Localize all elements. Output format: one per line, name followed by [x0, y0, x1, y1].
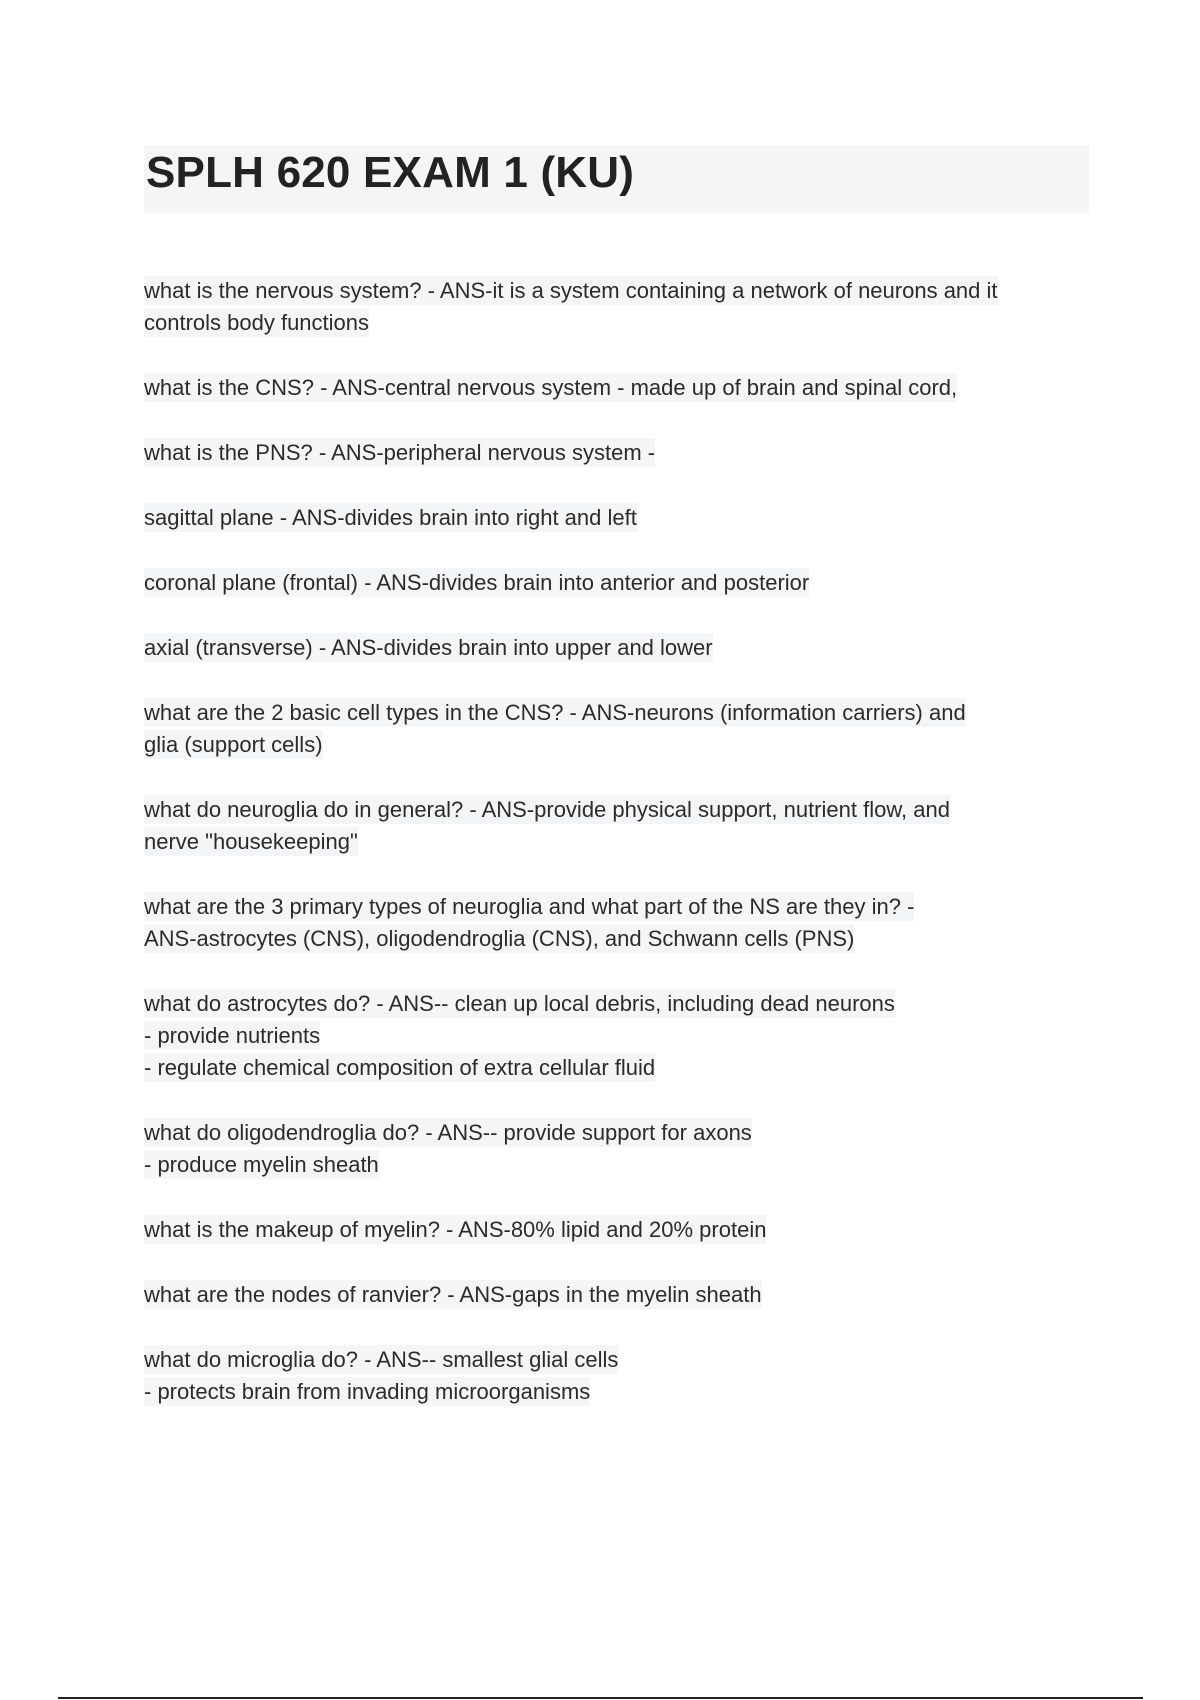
qa-entry [144, 697, 1089, 761]
entry-line: coronal plane (frontal) - ANS-divides brain into anterior and posterior [144, 570, 810, 595]
title-block [144, 145, 1089, 213]
entry-line: axial (transverse) - ANS-divides brain into upper and lower [144, 635, 713, 660]
footer-divider [58, 1697, 1143, 1699]
qa-entry [144, 502, 1089, 534]
qa-entry [144, 1279, 1089, 1311]
entry-line: what do astrocytes do? - ANS-- clean up local debris, including dead neurons [144, 991, 895, 1016]
entry-line: what do microglia do? - ANS-- smallest glial cells [144, 1347, 619, 1372]
qa-entry [144, 891, 1089, 955]
qa-entry [144, 1214, 1089, 1246]
entry-line: glia (support cells) [144, 732, 323, 757]
entry-line: what is the nervous system? - ANS-it is a system containing a network of neurons and it [144, 278, 998, 303]
entry-line: ANS-astrocytes (CNS), oligodendroglia (CNS), and Schwann cells (PNS) [144, 926, 855, 951]
entry-line: - regulate chemical composition of extra cellular fluid [144, 1055, 656, 1080]
entry-line: what is the makeup of myelin? - ANS-80% lipid and 20% protein [144, 1217, 767, 1242]
entry-line: what do oligodendroglia do? - ANS-- provide support for axons [144, 1120, 752, 1145]
entry-line: what are the 3 primary types of neuroglia and what part of the NS are they in? - [144, 894, 915, 919]
qa-entry [144, 794, 1089, 858]
qa-entry [144, 632, 1089, 664]
entry-line: what is the PNS? - ANS-peripheral nervous system - [144, 440, 656, 465]
page-title: SPLH 620 EXAM 1 (KU) [146, 148, 635, 197]
entry-line: nerve "housekeeping" [144, 829, 358, 854]
entry-line: controls body functions [144, 310, 370, 335]
qa-list [144, 275, 1089, 1441]
qa-entry [144, 1344, 1089, 1408]
entry-line: what do neuroglia do in general? - ANS-provide physical support, nutrient flow, and [144, 797, 950, 822]
qa-entry [144, 1117, 1089, 1181]
qa-entry [144, 437, 1089, 469]
entry-line: what is the CNS? - ANS-central nervous system - made up of brain and spinal cord, [144, 375, 958, 400]
entry-line: - provide nutrients [144, 1023, 321, 1048]
entry-line: sagittal plane - ANS-divides brain into right and left [144, 505, 637, 530]
qa-entry [144, 372, 1089, 404]
qa-entry [144, 567, 1089, 599]
entry-line: - produce myelin sheath [144, 1152, 379, 1177]
entry-line: what are the 2 basic cell types in the CNS? - ANS-neurons (information carriers) and [144, 700, 966, 725]
entry-line: - protects brain from invading microorganisms [144, 1379, 591, 1404]
entry-line: what are the nodes of ranvier? - ANS-gaps in the myelin sheath [144, 1282, 762, 1307]
qa-entry [144, 275, 1089, 339]
qa-entry [144, 988, 1089, 1084]
